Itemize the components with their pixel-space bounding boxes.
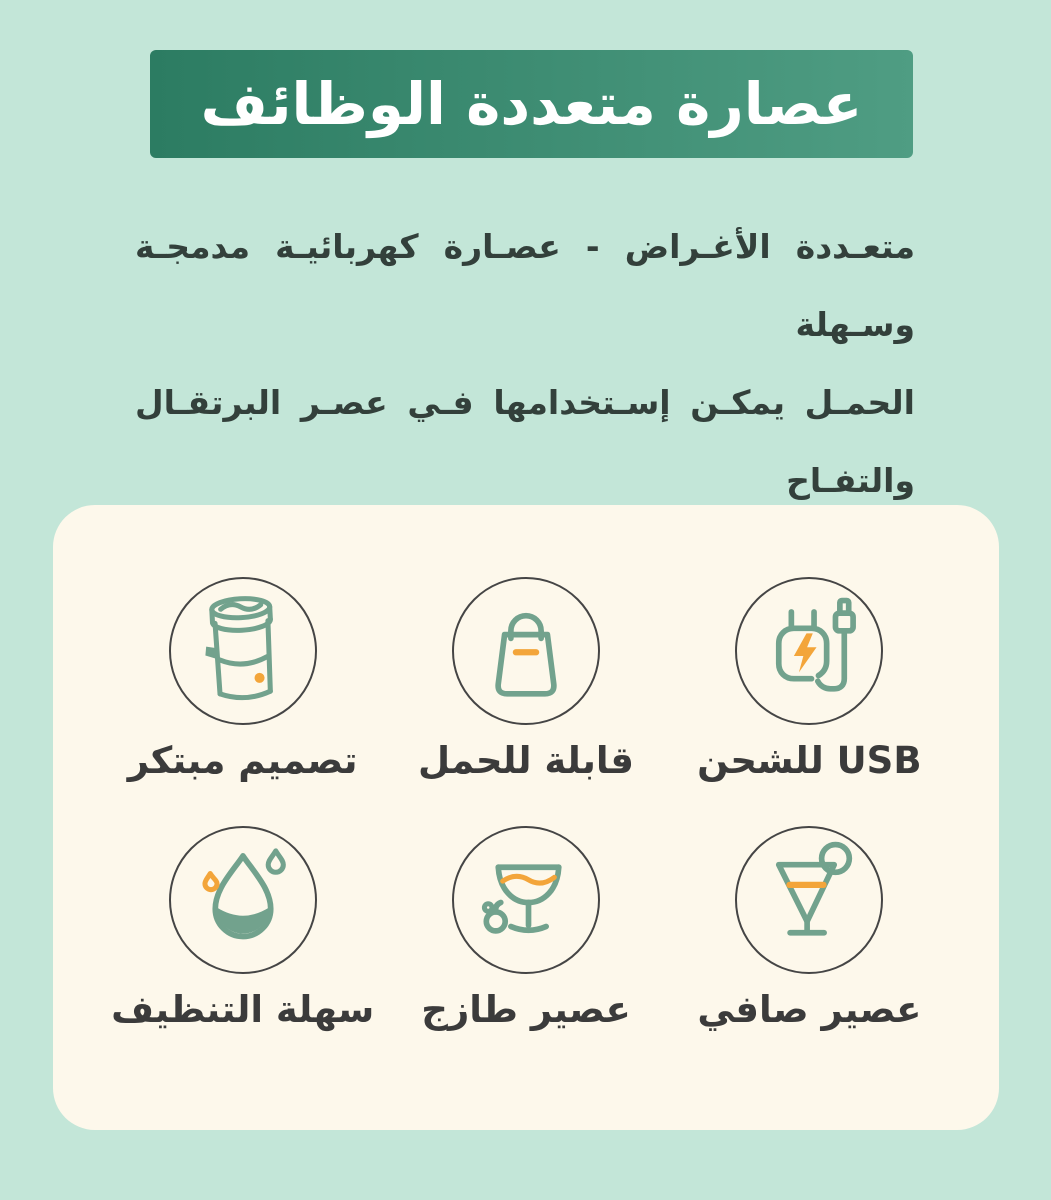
feature-label: عصير طازج [421,988,631,1031]
feature-label: عصير صافي [697,988,922,1031]
feature-circle [452,577,600,725]
feature-fresh-juice [384,826,667,1031]
shopping-bag-icon [463,588,589,714]
description-line: الحمـل يمكـن إسـتخدامها فـي عصـر البرتقـال والتفـاح [135,383,915,500]
feature-label: قابلة للحمل [418,739,634,782]
feature-label: USB للشحن [697,739,922,782]
title-banner [150,50,913,158]
features-grid [53,505,999,1031]
feature-portable [384,577,667,782]
feature-innovative-design [101,577,384,782]
feature-circle [735,826,883,974]
features-card [53,505,999,1130]
feature-circle [452,826,600,974]
juicer-device-icon [180,588,306,714]
feature-circle [169,826,317,974]
water-drop-icon [180,837,306,963]
feature-label: تصميم مبتكر [127,739,358,782]
feature-circle [735,577,883,725]
feature-pure-juice [668,826,951,1031]
usb-charging-icon [746,588,872,714]
feature-label: سهلة التنظيف [111,988,375,1031]
description-line: متعـددة الأغـراض - عصـارة كهربائيـة مدمجـة وسـهلة [135,227,915,344]
juice-glass-icon [746,837,872,963]
feature-easy-clean [101,826,384,1031]
page-title: عصارة متعددة الوظائف [200,70,863,138]
feature-circle [169,577,317,725]
juice-goblet-icon [463,837,589,963]
feature-usb-charging [668,577,951,782]
